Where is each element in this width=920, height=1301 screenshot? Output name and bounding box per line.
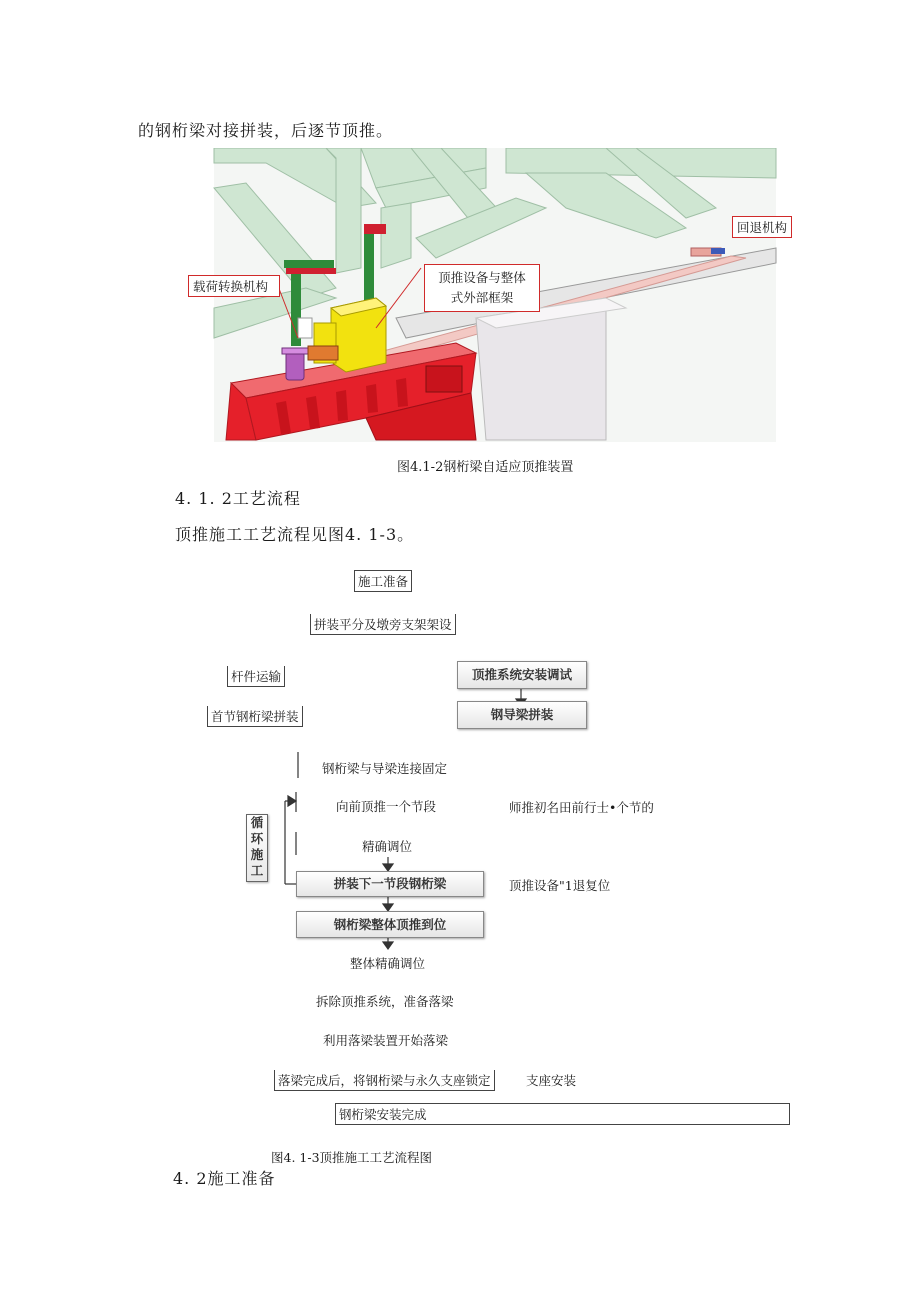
loop-char-3: 施	[250, 847, 264, 862]
flow-intro: 顶推施工工艺流程见图4. 1-3。	[175, 525, 415, 544]
step-push-in-place: 钢桁梁整体顶推到位	[296, 911, 484, 938]
step-push-forward: 向前顶推一个节段	[336, 799, 437, 814]
label-load-transfer: 载荷转换机构	[188, 275, 280, 297]
step-assembly-platform: 拼装平分及墩旁支架架设	[310, 614, 456, 635]
step-remove: 拆除顶推系统，准备落梁	[316, 994, 454, 1009]
step-push-system: 顶推系统安装调试	[457, 661, 587, 689]
step-fine-adjust: 精确调位	[362, 839, 413, 854]
loop-char-1: 循	[250, 815, 264, 830]
flowchart	[0, 560, 920, 1170]
step-prep: 施工准备	[354, 570, 412, 592]
intro-line: 的钢桁梁对接拼装，后逐节顶推。	[138, 121, 394, 140]
loop-label	[246, 814, 268, 882]
note-return: 顶推设备"1退复位	[509, 878, 611, 893]
step-next-section: 拼装下一节段钢桁梁	[296, 871, 484, 897]
step-lock: 落梁完成后，将钢桁梁与永久支座锁定	[274, 1070, 495, 1091]
step-overall-adjust: 整体精确调位	[350, 956, 426, 971]
step-transport: 杆件运输	[227, 666, 285, 687]
step-drop-start: 利用落梁装置开始落梁	[323, 1033, 449, 1048]
loop-char-4: 工	[250, 863, 264, 878]
label-push-device-frame	[424, 264, 540, 312]
step-connect: 钢桁梁与导梁连接固定	[322, 761, 448, 776]
step-bearing: 支座安装	[526, 1073, 577, 1088]
note-push-forward: 师推初名田前行士•个节的	[509, 800, 654, 815]
flowchart-caption: 图4. 1-3顶推施工工艺流程图	[271, 1150, 433, 1165]
loop-char-2: 环	[250, 831, 264, 846]
figure1-caption: 图4.1-2钢桁梁自适应顶推装置	[397, 460, 574, 475]
step-guide-beam: 钢导梁拼装	[457, 701, 587, 729]
label-push-device-line2: 式外部框架	[450, 290, 514, 305]
section-412-heading: 4. 1. 2工艺流程	[175, 489, 301, 508]
step-complete: 钢桁梁安装完成	[335, 1103, 790, 1125]
step-first-section: 首节钢桁梁拼装	[207, 706, 303, 727]
figure-push-device	[186, 148, 790, 444]
label-retract-mechanism: 回退机构	[732, 216, 792, 238]
section-42-heading: 4. 2施工准备	[173, 1169, 276, 1188]
label-push-device-line1: 顶推设备与整体	[438, 270, 526, 285]
